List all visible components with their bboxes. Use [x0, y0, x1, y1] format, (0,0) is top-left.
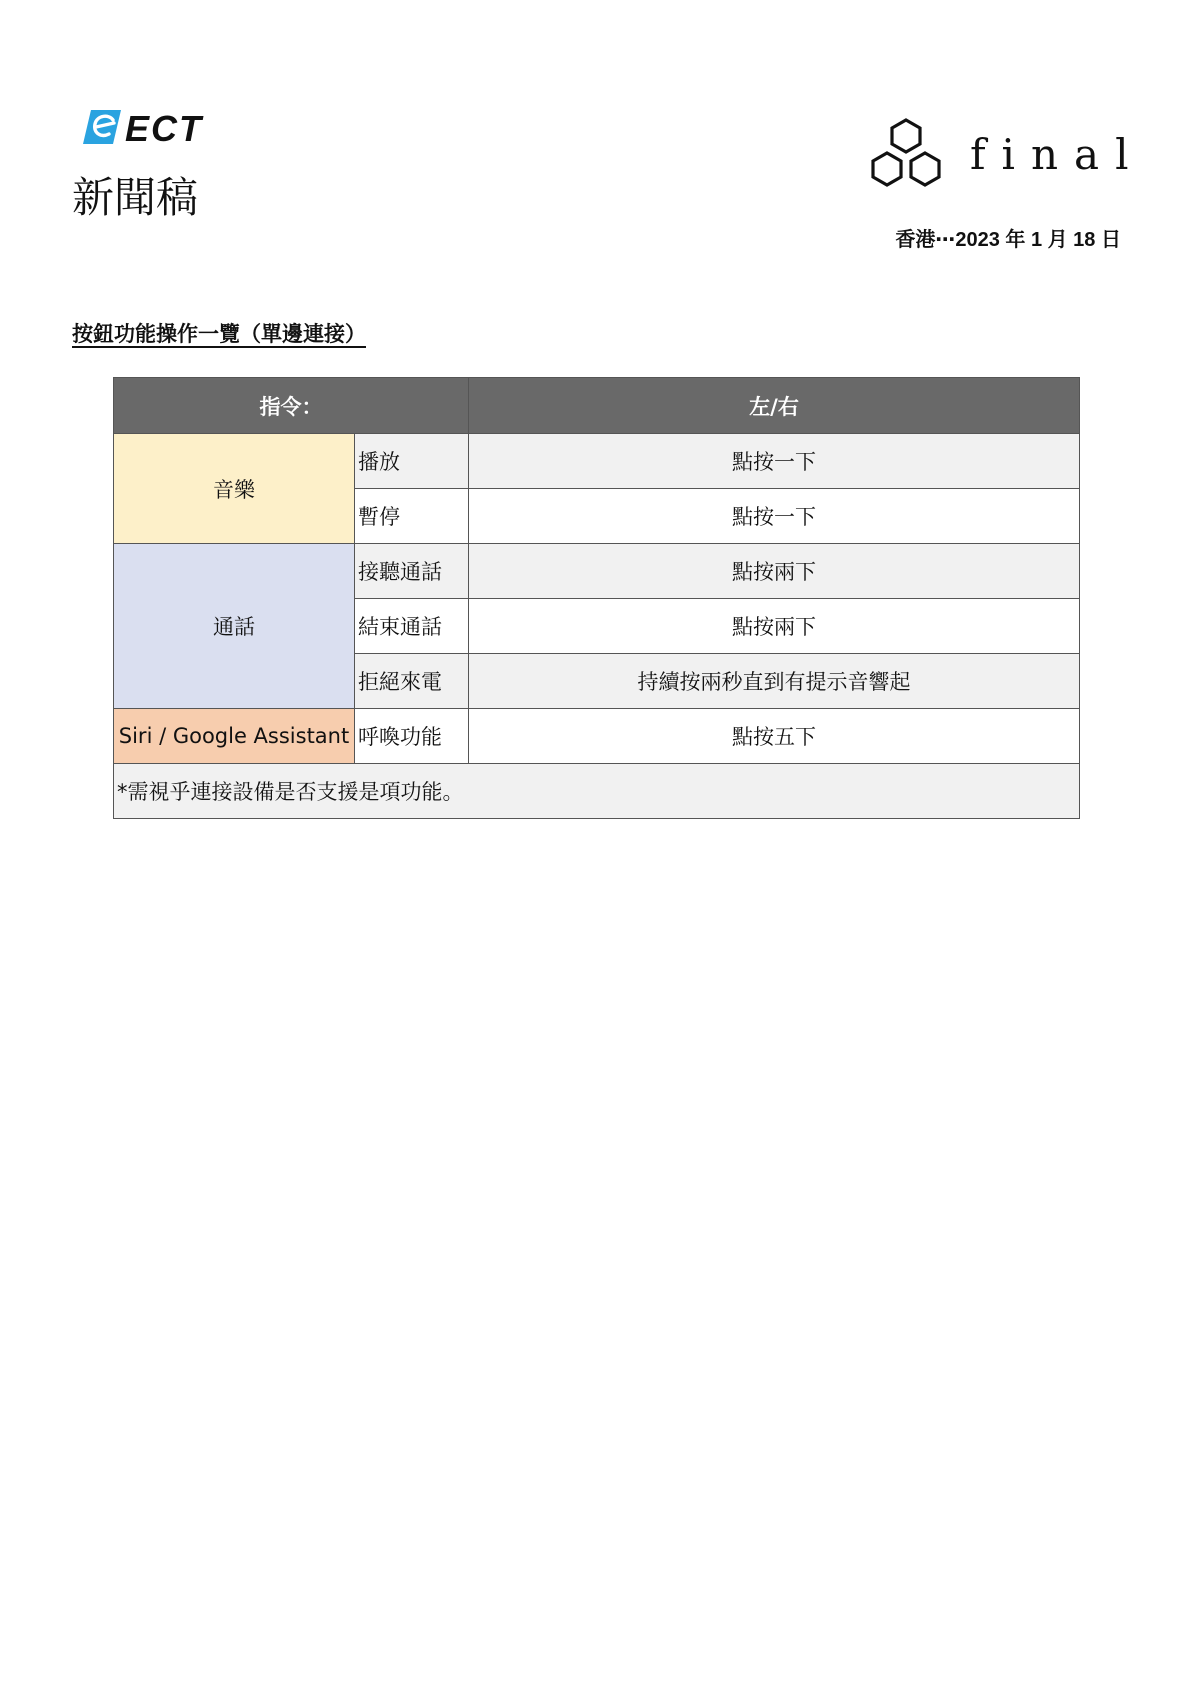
operation-cell: 點按一下	[469, 489, 1080, 544]
final-brand-logo	[866, 117, 1145, 203]
section-heading: 按鈕功能操作一覽（單邊連接）	[72, 322, 366, 346]
category-voice-assistant: Siri / Google Assistant	[114, 709, 355, 764]
table-note-row	[114, 764, 1080, 819]
category-music: 音樂	[114, 434, 355, 544]
dateline: 香港⋯2023 年 1 月 18 日	[895, 229, 1121, 251]
hexagon-cluster-icon	[873, 120, 939, 185]
button-function-table	[113, 377, 1080, 819]
svg-text:ECT: ECT	[125, 108, 203, 149]
operation-cell: 點按一下	[469, 434, 1080, 489]
document-type-title: 新聞稿	[72, 173, 199, 222]
command-cell: 播放	[355, 434, 469, 489]
header-side: 左/右	[469, 378, 1080, 434]
category-call: 通話	[114, 544, 355, 709]
table-footnote: *需視乎連接設備是否支援是項功能。	[114, 764, 1080, 819]
header-command: 指令：	[114, 378, 469, 434]
command-cell: 拒絕來電	[355, 654, 469, 709]
operation-cell: 點按兩下	[469, 599, 1080, 654]
operation-cell: 持續按兩秒直到有提示音響起	[469, 654, 1080, 709]
operation-cell: 點按五下	[469, 709, 1080, 764]
table-row	[114, 709, 1080, 764]
command-cell: 暫停	[355, 489, 469, 544]
operation-cell: 點按兩下	[469, 544, 1080, 599]
table-header-row	[114, 378, 1080, 434]
ect-logo	[83, 108, 243, 148]
table-row	[114, 434, 1080, 489]
table-row	[114, 544, 1080, 599]
command-cell: 接聽通話	[355, 544, 469, 599]
svg-text:final: final	[970, 130, 1145, 179]
command-cell: 呼喚功能	[355, 709, 469, 764]
command-cell: 結束通話	[355, 599, 469, 654]
